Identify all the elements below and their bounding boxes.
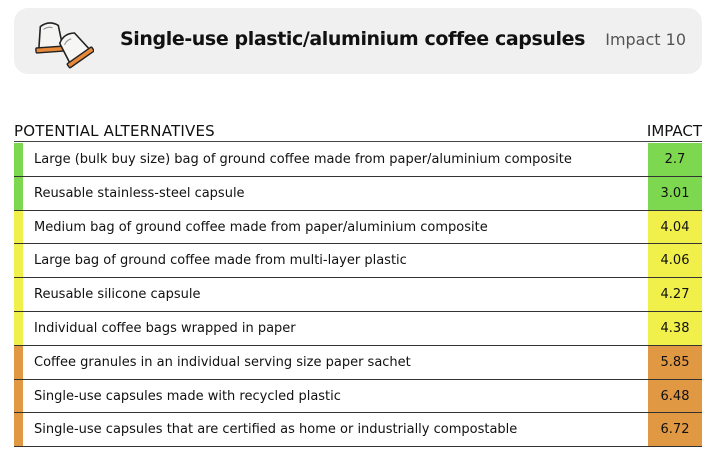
alternative-label: Individual coffee bags wrapped in paper [34, 320, 296, 336]
alternative-label: Reusable stainless-steel capsule [34, 185, 245, 201]
alternative-row [14, 278, 702, 312]
alternative-row [14, 346, 702, 380]
impact-level-stripe [14, 380, 23, 413]
impact-level-stripe [14, 143, 23, 176]
alternative-row [14, 177, 702, 211]
alternative-row [14, 143, 702, 177]
alternative-row [14, 380, 702, 414]
alternative-impact-score: 4.04 [648, 211, 702, 244]
alternatives-table [14, 143, 702, 447]
impact-level-stripe [14, 278, 23, 311]
alternative-label: Large bag of ground coffee made from multi-layer plastic [34, 253, 407, 269]
alternative-impact-score: 2.7 [648, 143, 702, 176]
alternative-label: Medium bag of ground coffee made from paper/aluminium composite [34, 219, 488, 235]
alternative-impact-score: 4.38 [648, 312, 702, 345]
column-header-alternatives: POTENTIAL ALTERNATIVES [14, 122, 215, 140]
coffee-capsules-icon [32, 12, 94, 72]
impact-level-stripe [14, 413, 23, 446]
item-header-card [14, 8, 702, 74]
alternative-row [14, 312, 702, 346]
alternative-impact-score: 4.27 [648, 278, 702, 311]
alternative-impact-score: 6.72 [648, 413, 702, 446]
impact-level-stripe [14, 177, 23, 210]
alternative-row [14, 413, 702, 447]
impact-level-stripe [14, 244, 23, 277]
alternative-label: Coffee granules in an individual serving size paper sachet [34, 354, 411, 370]
impact-level-stripe [14, 312, 23, 345]
impact-level-stripe [14, 346, 23, 379]
alternative-impact-score: 3.01 [648, 177, 702, 210]
item-impact-score: Impact 10 [605, 30, 686, 49]
alternative-label: Reusable silicone capsule [34, 287, 201, 303]
alternative-row [14, 244, 702, 278]
item-title: Single-use plastic/aluminium coffee capsules [120, 28, 585, 50]
alternative-label: Single-use capsules made with recycled plastic [34, 388, 341, 404]
alternative-label: Single-use capsules that are certified as home or industrially compostable [34, 422, 518, 438]
alternative-impact-score: 4.06 [648, 244, 702, 277]
alternative-row [14, 211, 702, 245]
alternatives-table-header [14, 120, 702, 142]
alternative-label: Large (bulk buy size) bag of ground coffee made from paper/aluminium composite [34, 152, 572, 167]
column-header-impact: IMPACT [646, 122, 702, 140]
alternative-impact-score: 6.48 [648, 380, 702, 413]
impact-level-stripe [14, 211, 23, 244]
alternative-impact-score: 5.85 [648, 346, 702, 379]
